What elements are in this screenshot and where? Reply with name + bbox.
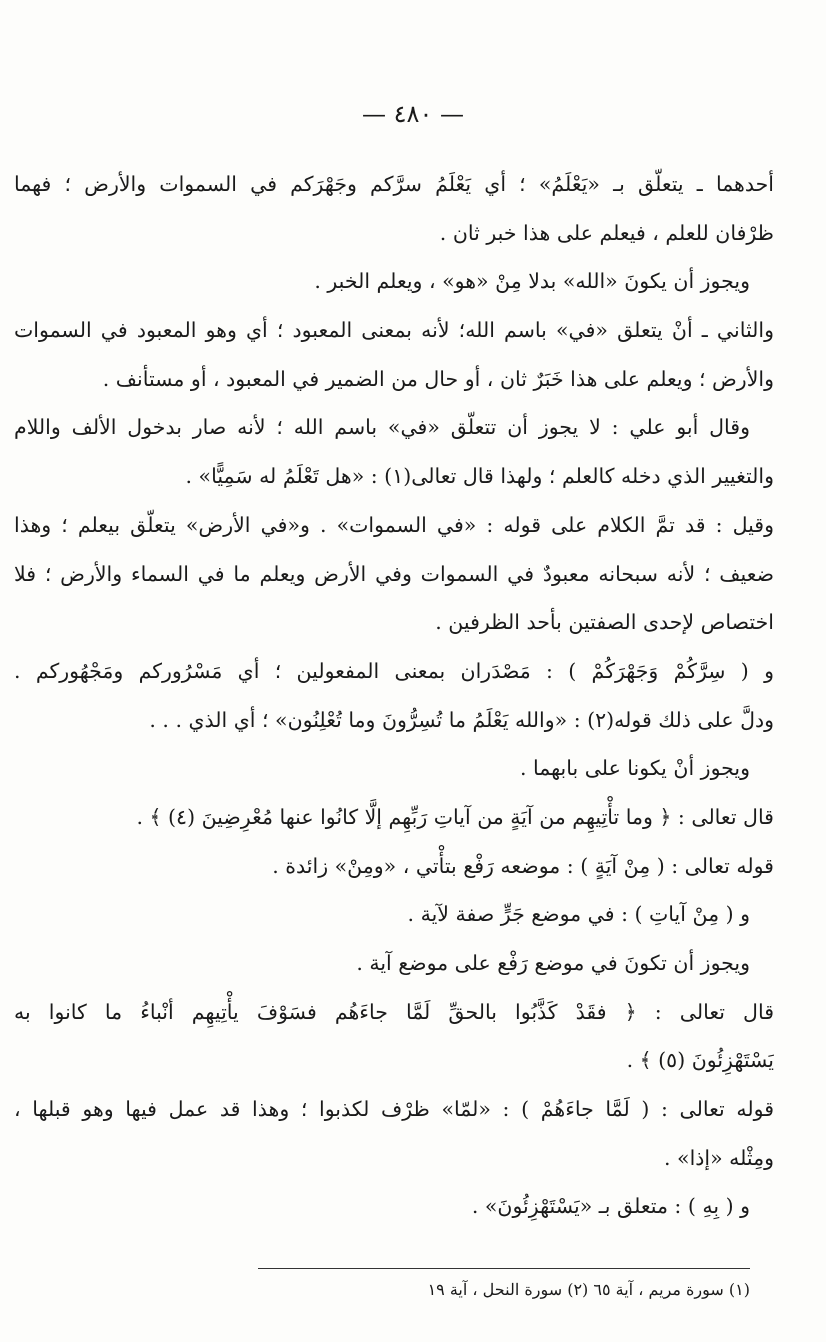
footnote-divider <box>258 1268 750 1269</box>
text-line-19: يَسْتَهْزِئُونَ (٥) ﴾ . <box>626 1048 774 1073</box>
page-number: — ٤٨٠ — <box>362 100 464 128</box>
text-line-10: اختصاص لإحدى الصفتين بأحد الظرفين . <box>435 610 774 635</box>
text-line-15: قوله تعالى : ( مِنْ آيَةٍ ) : موضعه رَفْع بتأْتي ، «ومِنْ» زائدة . <box>272 853 774 878</box>
text-line-11: و ( سِرَّكُمْ وَجَهْرَكُمْ ) : مَصْدَران بمعنى المفعولين ؛ أي مَسْرُوركم ومَجْهُوركم . <box>14 658 774 683</box>
text-line-18: قال تعالى : ﴿ فقَدْ كَذَّبُوا بالحقِّ لَمَّا جاءَهُم فسَوْفَ يأْتِيهِم أنْباءُ ما كانوا به <box>14 999 774 1024</box>
text-line-14: قال تعالى : ﴿ وما تأْتِيهِم من آيَةٍ من آياتِ رَبِّهِم إلَّا كانُوا عنها مُعْرِضِينَ (٤) ﴾ . <box>136 804 774 829</box>
text-line-20: قوله تعالى : ( لَمَّا جاءَهُمْ ) : «لمّا» ظرْف لكذبوا ؛ وهذا قد عمل فيها وهو قبلها ، <box>14 1097 774 1122</box>
text-line-8: وقيل : قد تمَّ الكلام على قوله : «في السموات» . و«في الأرض» يتعلّق بيعلم ؛ وهذا <box>14 512 774 537</box>
text-line-12: ودلَّ على ذلك قوله(٢) : «والله يَعْلَمُ ما تُسِرُّونَ وما تُعْلِنُون» ؛ أي الذي . . . <box>149 707 774 732</box>
text-line-17: ويجوز أن تكونَ في موضع رَفْع على موضع آية . <box>356 951 750 975</box>
text-line-3: ويجوز أن يكونَ «الله» بدلا مِنْ «هو» ، ويعلم الخبر . <box>314 269 750 294</box>
text-line-9: ضعيف ؛ لأنه سبحانه معبودٌ في السموات وفي الأرض ويعلم ما في السماء والأرض ؛ فلا <box>14 561 774 586</box>
text-line-21: ومِثْله «إذا» . <box>664 1145 774 1170</box>
text-line-5: والأرض ؛ ويعلم على هذا خَبَرٌ ثان ، أو حال من الضمير في المعبود ، أو مستأنف . <box>102 366 774 391</box>
text-line-16: و ( مِنْ آياتِ ) : في موضع جَرٍّ صفة لآية . <box>407 902 750 927</box>
footnotes: (١) سورة مريم ، آية ٦٥ (٢) سورة النحل ، آية ١٩ <box>427 1280 750 1299</box>
body-text <box>14 160 774 1231</box>
text-line-7: والتغيير الذي دخله كالعلم ؛ ولهذا قال تعالى(١) : «هل تَعْلَمُ له سَمِيًّا» . <box>185 464 774 489</box>
text-line-22: و ( بِهِ ) : متعلق بـ «يَسْتَهْزِئُونَ» . <box>471 1194 750 1219</box>
text-line-1: أحدهما ـ يتعلّق بـ «يَعْلَمُ» ؛ أي يَعْلَمُ سرَّكم وجَهْرَكم في السموات والأرض ؛ فهما <box>14 172 774 196</box>
text-line-13: ويجوز أنْ يكونا على بابهما . <box>519 756 750 781</box>
text-line-4: والثاني ـ أنْ يتعلق «في» باسم الله؛ لأنه بمعنى المعبود ؛ أي وهو المعبود في السموات <box>14 318 774 343</box>
text-line-6: وقال أبو علي : لا يجوز أن تتعلّق «في» باسم الله ؛ لأنه صار بدخول الألف واللام <box>14 415 750 440</box>
text-line-2: ظرْفان للعلم ، فيعلم على هذا خبر ثان . <box>439 220 774 245</box>
